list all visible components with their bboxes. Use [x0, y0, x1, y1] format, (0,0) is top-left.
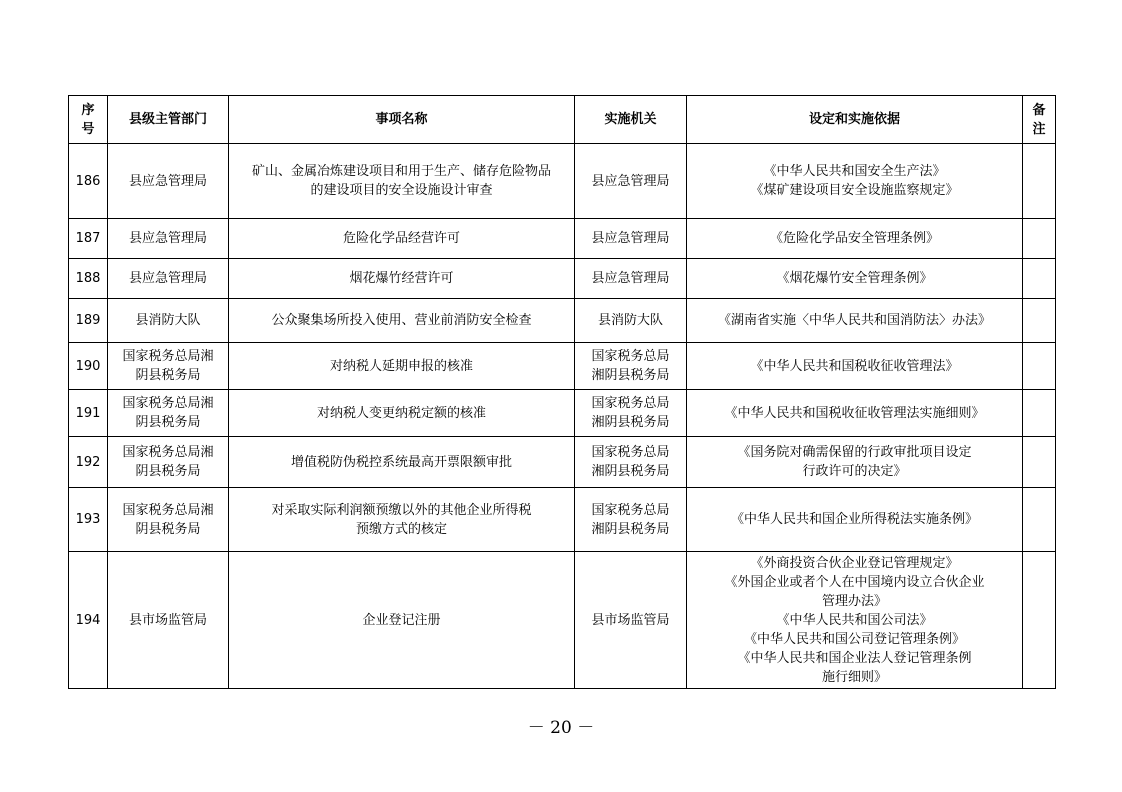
item-name-cell: 对纳税人延期申报的核准: [229, 343, 575, 390]
header-item: 事项名称: [229, 96, 575, 144]
note-cell: [1023, 552, 1056, 689]
note-cell: [1023, 488, 1056, 552]
org-cell: 县消防大队: [575, 299, 687, 343]
row-num-cell: 194: [69, 552, 108, 689]
item-name-cell: 公众聚集场所投入使用、营业前消防安全检查: [229, 299, 575, 343]
note-cell: [1023, 144, 1056, 219]
table-row: [69, 144, 1056, 219]
basis-cell: 《国务院对确需保留的行政审批项目设定 行政许可的决定》: [687, 437, 1023, 488]
note-cell: [1023, 259, 1056, 299]
org-cell: 国家税务总局 湘阴县税务局: [575, 437, 687, 488]
basis-cell: 《烟花爆竹安全管理条例》: [687, 259, 1023, 299]
note-cell: [1023, 299, 1056, 343]
note-cell: [1023, 437, 1056, 488]
header-dept: 县级主管部门: [108, 96, 229, 144]
basis-cell: 《中华人民共和国税收征收管理法》: [687, 343, 1023, 390]
org-cell: 国家税务总局 湘阴县税务局: [575, 390, 687, 437]
header-basis: 设定和实施依据: [687, 96, 1023, 144]
item-name-cell: 危险化学品经营许可: [229, 219, 575, 259]
org-cell: 县应急管理局: [575, 219, 687, 259]
table-row: [69, 552, 1056, 689]
org-cell: 国家税务总局 湘阴县税务局: [575, 488, 687, 552]
basis-cell: 《中华人民共和国安全生产法》 《煤矿建设项目安全设施监察规定》: [687, 144, 1023, 219]
items-table: [68, 95, 1056, 689]
org-cell: 县市场监管局: [575, 552, 687, 689]
note-cell: [1023, 390, 1056, 437]
dept-cell: 国家税务总局湘 阴县税务局: [108, 343, 229, 390]
org-cell: 国家税务总局 湘阴县税务局: [575, 343, 687, 390]
item-name-cell: 矿山、金属冶炼建设项目和用于生产、储存危险物品 的建设项目的安全设施设计审查: [229, 144, 575, 219]
dept-cell: 县应急管理局: [108, 144, 229, 219]
item-name-cell: 烟花爆竹经营许可: [229, 259, 575, 299]
row-num-cell: 186: [69, 144, 108, 219]
dept-cell: 县市场监管局: [108, 552, 229, 689]
table-row: [69, 343, 1056, 390]
row-num-cell: 189: [69, 299, 108, 343]
basis-cell: 《危险化学品安全管理条例》: [687, 219, 1023, 259]
header-note: 备 注: [1023, 96, 1056, 144]
org-cell: 县应急管理局: [575, 144, 687, 219]
table-row: [69, 390, 1056, 437]
table-row: [69, 259, 1056, 299]
header-num: 序 号: [69, 96, 108, 144]
table-row: [69, 219, 1056, 259]
note-cell: [1023, 219, 1056, 259]
dept-cell: 县应急管理局: [108, 219, 229, 259]
row-num-cell: 193: [69, 488, 108, 552]
basis-cell: 《中华人民共和国企业所得税法实施条例》: [687, 488, 1023, 552]
row-num-cell: 188: [69, 259, 108, 299]
basis-cell: 《湖南省实施〈中华人民共和国消防法〉办法》: [687, 299, 1023, 343]
dept-cell: 国家税务总局湘 阴县税务局: [108, 437, 229, 488]
header-org: 实施机关: [575, 96, 687, 144]
item-name-cell: 企业登记注册: [229, 552, 575, 689]
item-name-cell: 对采取实际利润额预缴以外的其他企业所得税 预缴方式的核定: [229, 488, 575, 552]
page-number: － 20 －: [527, 718, 595, 738]
table-row: [69, 299, 1056, 343]
dept-cell: 国家税务总局湘 阴县税务局: [108, 390, 229, 437]
dept-cell: 县应急管理局: [108, 259, 229, 299]
item-name-cell: 对纳税人变更纳税定额的核准: [229, 390, 575, 437]
note-cell: [1023, 343, 1056, 390]
dept-cell: 国家税务总局湘 阴县税务局: [108, 488, 229, 552]
row-num-cell: 190: [69, 343, 108, 390]
row-num-cell: 187: [69, 219, 108, 259]
table-header-row: [69, 96, 1056, 144]
table-row: [69, 437, 1056, 488]
org-cell: 县应急管理局: [575, 259, 687, 299]
row-num-cell: 192: [69, 437, 108, 488]
row-num-cell: 191: [69, 390, 108, 437]
table-row: [69, 488, 1056, 552]
basis-cell: 《外商投资合伙企业登记管理规定》 《外国企业或者个人在中国境内设立合伙企业 管理办法》 《中华人民共和国公司法》 《中华人民共和国公司登记管理条例》 《中华人民共和国企业法人登记管理条例 施行细则》: [687, 552, 1023, 689]
basis-cell: 《中华人民共和国税收征收管理法实施细则》: [687, 390, 1023, 437]
item-name-cell: 增值税防伪税控系统最高开票限额审批: [229, 437, 575, 488]
dept-cell: 县消防大队: [108, 299, 229, 343]
